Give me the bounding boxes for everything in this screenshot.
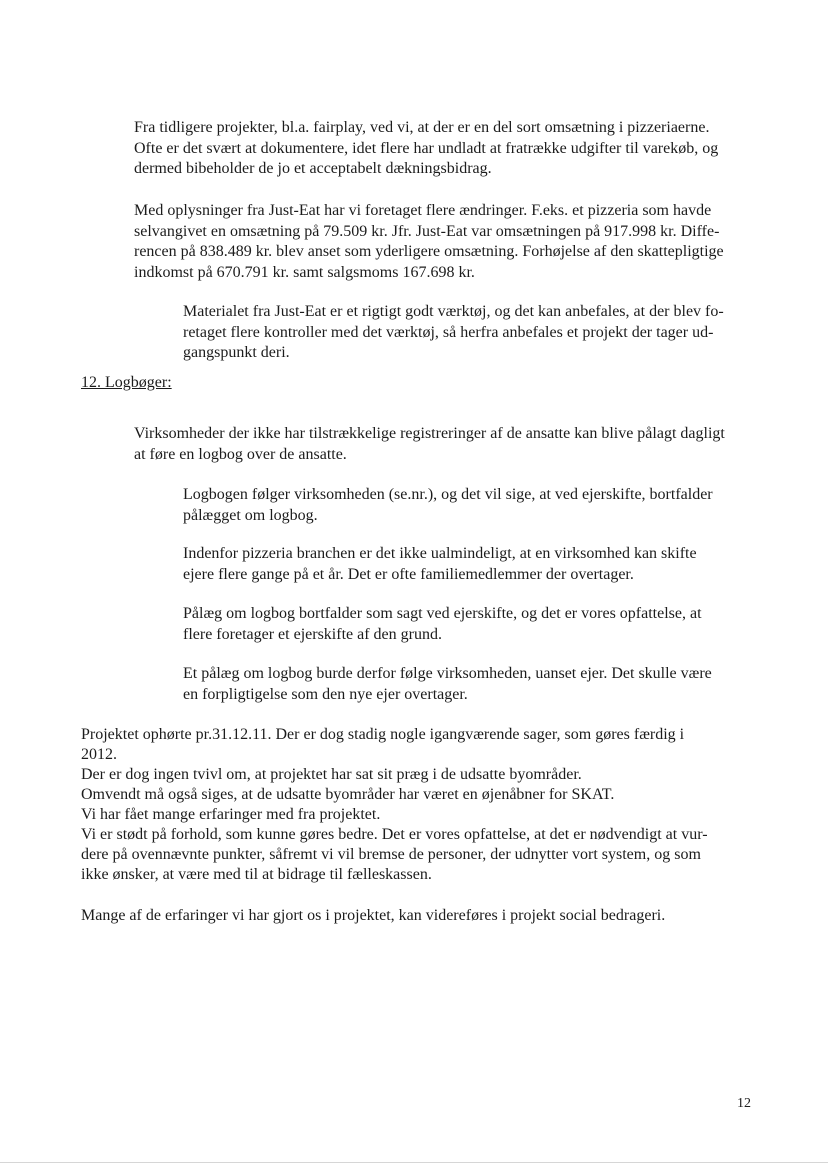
scan-edge-divider (0, 1162, 828, 1163)
paragraph-recommendation (183, 302, 724, 364)
text-line: Pålæg om logbog bortfalder som sagt ved ejerskifte, og det er vores opfattelse, at (183, 605, 702, 622)
paragraph-just-eat-changes (134, 201, 724, 283)
text-line: Mange af de erfaringer vi har gjort os i projektet, kan videreføres i projekt social bedrageri. (81, 907, 666, 924)
text-line: gangspunkt deri. (183, 344, 290, 361)
paragraph-logbook-intro (134, 424, 725, 465)
paragraph-experiences (81, 906, 665, 927)
text-line: Med oplysninger fra Just-Eat har vi foretaget flere ændringer. F.eks. et pizzeria som havde (134, 202, 712, 219)
text-line: Omvendt må også siges, at de udsatte byområder har været en øjenåbner for SKAT. (81, 786, 615, 803)
text-line: flere foretager et ejerskifte af den grund. (183, 625, 442, 643)
text-line: ikke ønsker, at være med til at bidrage til fælleskassen. (81, 866, 432, 883)
paragraph-project-ended (81, 725, 708, 885)
text-line: Logbogen følger virksomheden (se.nr.), og det vil sige, at ved ejerskifte, bortfalder (183, 486, 713, 503)
text-line: Fra tidligere projekter, bl.a. fairplay, ved vi, at der er en del sort omsætning i pizzeriaerne. (134, 119, 710, 136)
text-line: selvangivet en omsætning på 79.509 kr. Jfr. Just-Eat var omsætningen på 917.998 kr. Diffe- (134, 222, 720, 240)
section-heading-logbooks: 12. Logbøger: (81, 374, 172, 391)
text-line: en forpligtigelse som den nye ejer overtager. (183, 685, 468, 703)
text-line: rencen på 838.489 kr. blev anset som yderligere omsætning. Forhøjelse af den skattepligtige (134, 243, 724, 260)
text-line: Vi er stødt på forhold, som kunne gøres bedre. Det er vores opfattelse, at det er nødvendigt at vur- (81, 826, 708, 843)
text-line: at føre en logbog over de ansatte. (134, 445, 347, 463)
paragraph-logbook-follows (183, 485, 713, 526)
text-line: ejere flere gange på et år. Det er ofte familiemedlemmer der overtager. (183, 565, 634, 583)
text-line: Der er dog ingen tvivl om, at projektet har sat sit præg i de udsatte byområder. (81, 766, 582, 783)
page-number: 12 (737, 1096, 751, 1111)
paragraph-order-should-follow (183, 664, 712, 705)
text-line: Indenfor pizzeria branchen er det ikke ualmindeligt, at en virksomhed kan skifte (183, 545, 697, 562)
text-line: Virksomheder der ikke har tilstrækkelige registreringer af de ansatte kan blive pålagt dagligt (134, 425, 725, 442)
text-line: Ofte er det svært at dokumentere, idet flere har undladt at fratrække udgifter til varekøb, og (134, 139, 719, 157)
text-line: pålægget om logbog. (183, 506, 318, 524)
text-line: retaget flere kontroller med det værktøj, så herfra anbefales et projekt der tager ud- (183, 323, 714, 341)
text-line: Vi har fået mange erfaringer med fra projektet. (81, 806, 381, 823)
paragraph-order-lapses (183, 604, 702, 645)
paragraph-owner-change (183, 544, 697, 585)
paragraph-pizzeria-turnover (134, 118, 718, 180)
text-line: 2012. (81, 746, 117, 763)
text-line: indkomst på 670.791 kr. samt salgsmoms 167.698 kr. (134, 263, 475, 281)
text-line: dermed bibeholder de jo et acceptabelt dækningsbidrag. (134, 160, 492, 177)
text-line: dere på ovennævnte punkter, såfremt vi vil bremse de personer, der udnytter vort system, og som (81, 846, 701, 863)
text-line: Projektet ophørte pr.31.12.11. Der er dog stadig nogle igangværende sager, som gøres færdig i (81, 726, 685, 743)
text-line: Materialet fra Just-Eat er et rigtigt godt værktøj, og det kan anbefales, at der blev fo- (183, 303, 724, 320)
text-line: Et pålæg om logbog burde derfor følge virksomheden, uanset ejer. Det skulle være (183, 665, 712, 682)
